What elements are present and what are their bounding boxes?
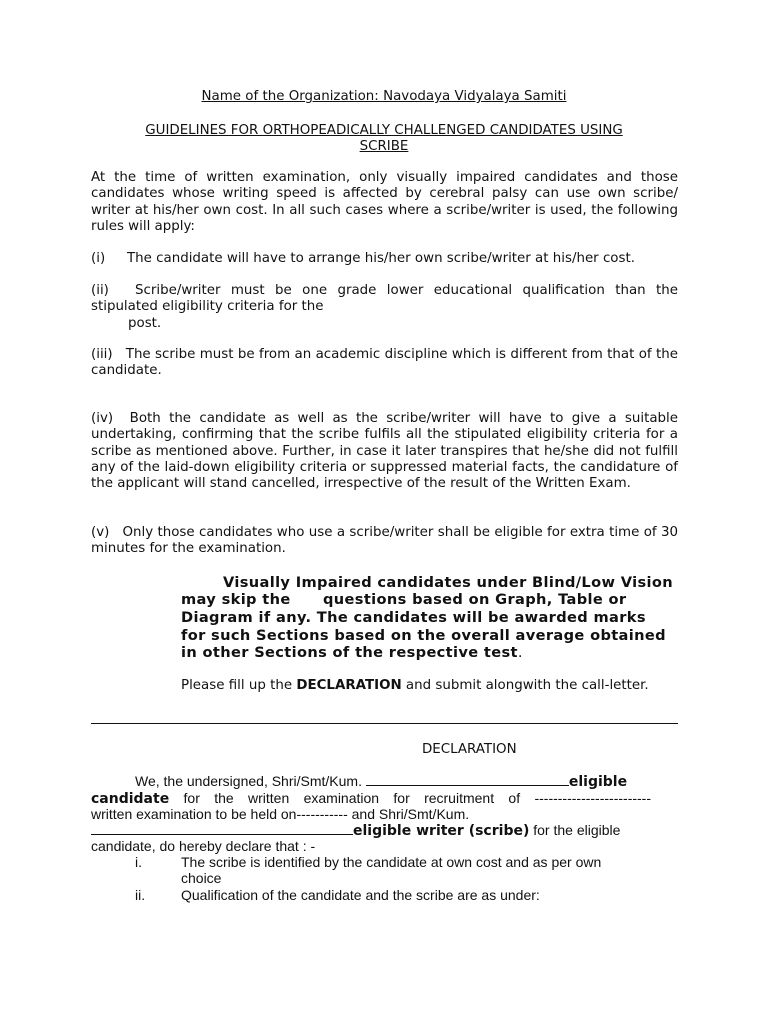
intro-paragraph: At the time of written examination, only visually impaired candidates and those candidates whose writing speed is affected by cerebral palsy can use own scribe/ writer at his/her own cost. In all such cases where a scribe/writer is used, the following rules will apply:: [91, 170, 678, 234]
notice-line3: Diagram if any. The candidates will be awarded marks: [181, 609, 646, 626]
declaration-heading: DECLARATION: [422, 742, 517, 757]
declaration-line4: [91, 822, 620, 839]
declaration-line1: [135, 773, 627, 790]
notice-line4: for such Sections based on the overall average obtained: [181, 627, 666, 644]
notice-line5-period: .: [517, 644, 523, 661]
fill-note-pre: Please fill up the: [181, 678, 297, 693]
declaration-intro-text: We, the undersigned, Shri/Smt/Kum.: [135, 773, 362, 789]
rule-2-text-line2: stipulated eligibility criteria for the: [91, 299, 324, 314]
notice-line1: Visually Impaired candidates under Blind/Low Vision: [223, 574, 673, 591]
declaration-item-2-number: ii.: [135, 887, 146, 903]
fill-declaration-note: [181, 678, 649, 694]
notice-line5-text: in other Sections of the respective test: [181, 644, 518, 661]
notice-line5: [181, 644, 523, 662]
declaration-item-1-line2: choice: [181, 870, 222, 886]
rule-5-number: (v): [91, 525, 110, 540]
rule-4-number: (iv): [91, 411, 114, 426]
recruitment-dashes: -------------------------: [534, 790, 652, 806]
rule-2-text-line3: post.: [128, 316, 162, 331]
rule-2-number: (ii): [91, 283, 109, 298]
declaration-line5: candidate, do hereby declare that : -: [91, 838, 316, 854]
fill-note-declaration: DECLARATION: [296, 678, 402, 693]
rule-5: [91, 525, 678, 558]
eligible-label: eligible: [568, 774, 628, 790]
fill-note-post: and submit alongwith the call-letter.: [401, 678, 649, 693]
rule-1-text: The candidate will have to arrange his/her own scribe/writer at his/her cost.: [127, 251, 635, 266]
notice-line2b: questions based on Graph, Table or: [323, 591, 627, 608]
declaration-item-2-line1: Qualification of the candidate and the scribe are as under:: [181, 887, 540, 903]
eligible-candidate-text: for the eligible: [529, 822, 621, 838]
declaration-item-1-number: i.: [135, 854, 142, 870]
scribe-name-blank[interactable]: [91, 822, 353, 835]
notice-line2a: may skip the: [181, 591, 291, 608]
candidate-name-blank[interactable]: [366, 773, 569, 786]
section-divider: [91, 723, 678, 724]
guidelines-title-line2: SCRIBE: [359, 139, 409, 154]
rule-3: [91, 347, 678, 380]
rule-5-text: Only those candidates who use a scribe/writer shall be eligible for extra time of 30 minutes for the examination.: [91, 525, 678, 557]
rule-3-number: (iii): [91, 347, 113, 362]
rule-4: [91, 411, 678, 492]
declaration-line2: [91, 790, 651, 807]
rule-1-number: (i): [91, 251, 106, 266]
organization-heading: Name of the Organization: Navodaya Vidyalaya Samiti: [201, 89, 567, 104]
declaration-line3: written examination to be held on----------- and Shri/Smt/Kum.: [91, 806, 470, 822]
rule-3-text: The scribe must be from an academic discipline which is different from that of the candidate.: [91, 347, 678, 379]
guidelines-title-line1: GUIDELINES FOR ORTHOPEADICALLY CHALLENGED CANDIDATES USING: [145, 123, 623, 138]
declaration-item-1-line1: The scribe is identified by the candidate at own cost and as per own: [181, 854, 602, 870]
eligible-writer-label: eligible writer (scribe): [353, 823, 530, 839]
rule-4-text: Both the candidate as well as the scribe/writer will have to give a suitable undertaking, confirming that the scribe fulfils all the stipulated eligibility criteria for a scribe as mentioned above. Further, in case it later transpires that he/she did not fulfill any of the laid-down eligibility criteria or suppressed material facts, the candidature of the applicant will stand cancelled, irrespective of the result of the Written Exam.: [91, 411, 679, 492]
candidate-label: candidate: [91, 791, 170, 807]
recruitment-text: for the written examination for recruitment of: [183, 790, 521, 806]
rule-2-text-line1: Scribe/writer must be one grade lower educational qualification than the: [135, 283, 678, 298]
